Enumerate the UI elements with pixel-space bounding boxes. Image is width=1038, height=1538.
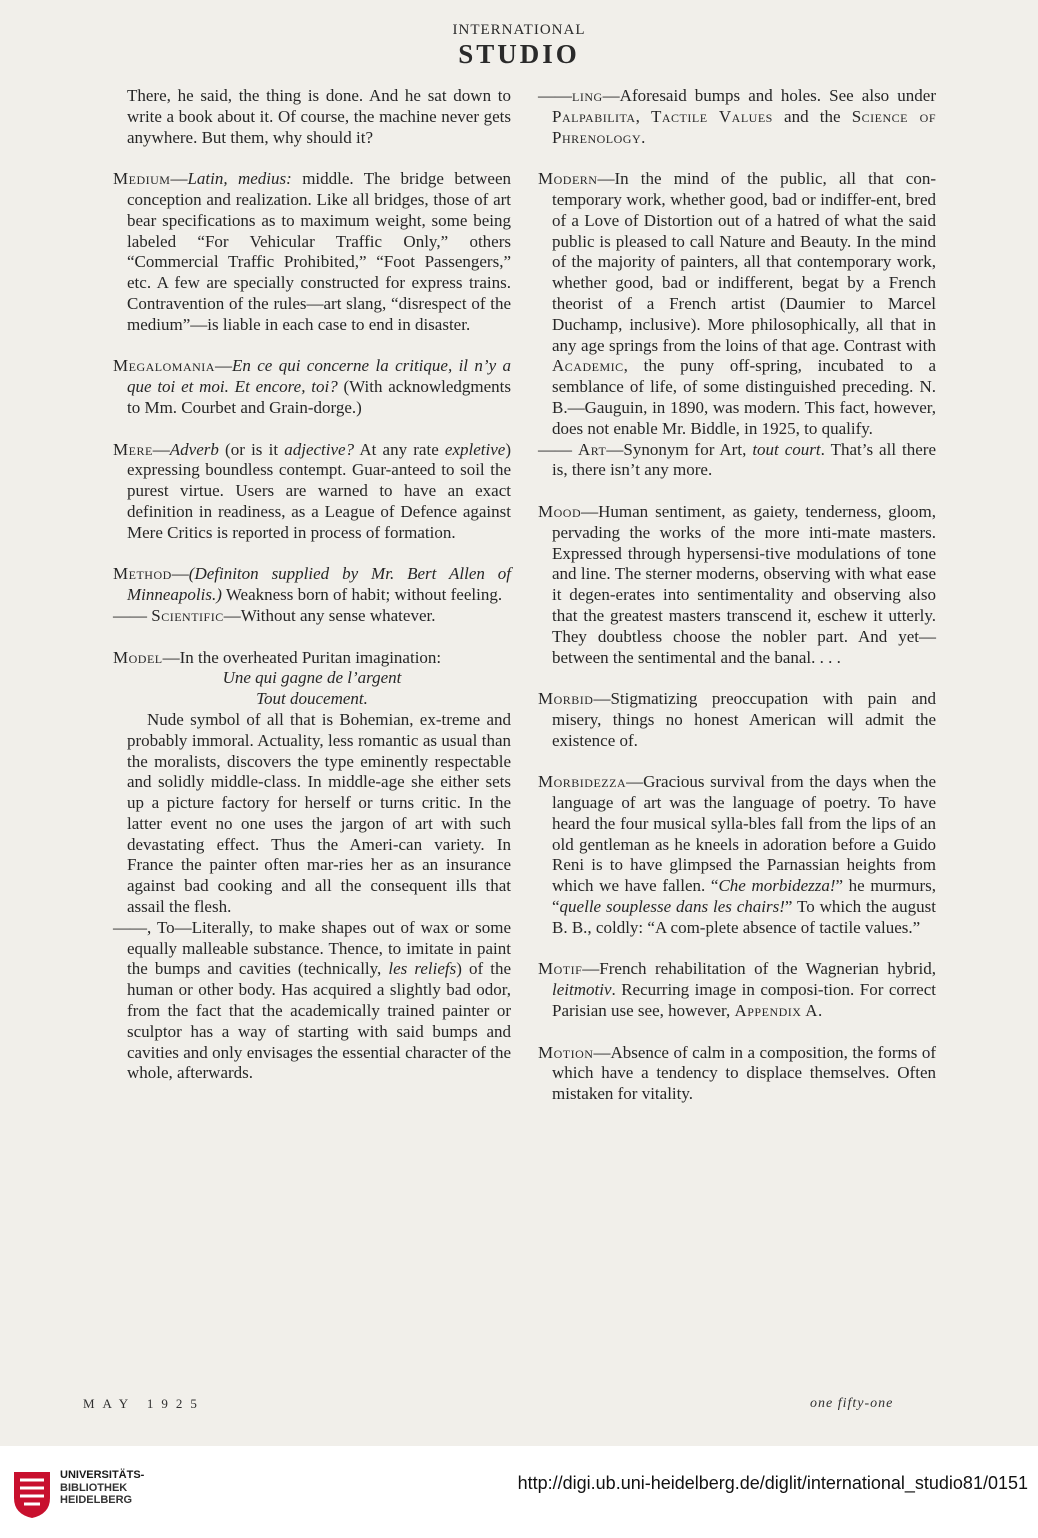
entry-morbid: Morbid—Stigmatizing preoccupation with pain and misery, things no honest American will admit the existence of.	[538, 689, 936, 750]
model-verse-line-2: Tout doucement.	[256, 689, 368, 709]
entry-method: Method—(Definiton supplied by Mr. Bert Allen of Minneapolis.) Weakness born of habit; without feeling.	[113, 564, 511, 605]
intro-paragraph: There, he said, the thing is done. And he sat down to write a book about it. Of course, the machine never gets anywhere. But them, why should it?	[127, 86, 511, 147]
entry-motif: Motif—French rehabilitation of the Wagnerian hybrid, leitmotiv. Recurring image in composi-tion. For correct Parisian use see, however, Appendix A.	[538, 959, 936, 1021]
entry-model-to: ——, To—Literally, to make shapes out of wax or some equally malleable substance. Thence, to imitate in paint the bumps and cavities (technically, les reliefs) of the human or other body. Has acquired a slightly bad odor, from the fact that the academically trained painter or sculptor has a way of starting with said bumps and cavities and only envisages the essential character of the whole, afterwards.	[113, 917, 511, 1083]
entry-modern: Modern—In the mind of the public, all that con-temporary work, whether good, bad or indiffer-ent, bred of a Love of Distortion out of a hatred of what the said public is pleased to call Nature and Beauty. In the mind of the majority of painters, all that contemporary work, whether good, bad or indifferent, begat by a French theorist of a French artist (Daumier to Marcel Duchamp, inclusive). More philosophically, all that in any age springs from the loins of that age. Contrast with Academic, the puny off-spring, incubated to a semblance of life, of some distinguished preceding. N. B.—Gauguin, in 1890, was modern. This fact, however, does not enable Mr. Biddle, in 1925, to qualify.	[538, 169, 936, 438]
entry-method-scientific: —— Scientific—Without any sense whatever.	[113, 605, 436, 625]
model-paragraph: Nude symbol of all that is Bohemian, ex-treme and probably immoral. Actuality, less romantic as usual than the moralists, discovers the type eminently respectable and solidly middle-class. In middle-age she either sets up a picture factory for herself or turns critic. In the latter event no one uses the jargon of art with such devastating effect. Thus the Ameri-can variety. In France the painter often mar-ries her as an insurance against bad cooking and all the consequent ills that assail the flesh.	[127, 709, 511, 917]
permalink-url[interactable]: http://digi.ub.uni-heidelberg.de/diglit/international_studio81/0151	[517, 1473, 1028, 1493]
entry-mood: Mood—Human sentiment, as gaiety, tenderness, gloom, pervading the works of the more inti-mate masters. Expressed through hypersensi-tive modulations of tone and line. The sterner moderns, observing with what ease it degen-erates into sentimentality and observing also that the greatest masters transcend it, eschew it utterly. They doubtless choose the nobler part. And yet—between the sentimental and the banal. . . .	[538, 501, 936, 667]
entry-mere: Mere—Adverb (or is it adjective? At any rate expletive) expressing boundless contempt. Guar-anteed to soil the purest virtue. Users are warned to have an exact definition in readiness, as a League of Defence against Mere Critics is reported in process of formation.	[113, 439, 511, 542]
masthead-title: STUDIO	[458, 39, 580, 69]
library-seal-icon	[10, 1468, 54, 1520]
entry-model: Model—In the overheated Puritan imagination:	[113, 647, 442, 667]
masthead-top: INTERNATIONAL	[452, 22, 586, 38]
masthead	[0, 22, 1038, 69]
left-column	[113, 86, 511, 1105]
entry-modelling: ——ling—Aforesaid bumps and holes. See also under Palpabilita, Tactile Values and the Science of Phrenology.	[538, 86, 937, 147]
entry-motion: Motion—Absence of calm in a composition, the forms of which have a tendency to displace themselves. Often mistaken for vitality.	[538, 1042, 936, 1104]
entry-morbidezza: Morbidezza—Gracious survival from the days when the language of art was the language of poetry. To have heard the four musical sylla-bles fall from the lips of an old gentleman as he kneels in adoration before a Guido Reni is to have glimpsed the Parnassian heights from which we have fallen. “Che morbidezza!” he murmurs, “quelle souplesse dans les chairs!” To which the august B. B., coldly: “A com-plete absence of tactile values.”	[538, 772, 937, 937]
issue-date: MAY 1925	[83, 1396, 205, 1411]
library-name: UNIVERSITÄTS- BIBLIOTHEK HEIDELBERG	[60, 1469, 145, 1506]
page-number: one fifty-one	[810, 1396, 894, 1411]
right-column	[538, 86, 936, 1126]
model-verse-line-1: Une qui gagne de l’argent	[222, 668, 402, 688]
entry-modern-art: —— Art—Synonym for Art, tout court. That’s all there is, there isn’t any more.	[538, 439, 936, 480]
entry-medium: Medium—Latin, medius: middle. The bridge between conception and realization. Like all bridges, those of art bear specifications as to maximum weight, some being labeled “For Vehicular Traffic Only,” others “Commercial Traffic Prohibited,” “Foot Passengers,” etc. A few are specially constructed for express trains. Contravention of the rules—art slang, “disrespect of the medium”—is liable in each case to end in disaster.	[113, 169, 511, 334]
entry-megalomania: Megalomania—En ce qui concerne la critique, il n’y a que toi et moi. Et encore, toi? (With acknowledgments to Mm. Courbet and Grain-dorge.)	[113, 356, 512, 417]
